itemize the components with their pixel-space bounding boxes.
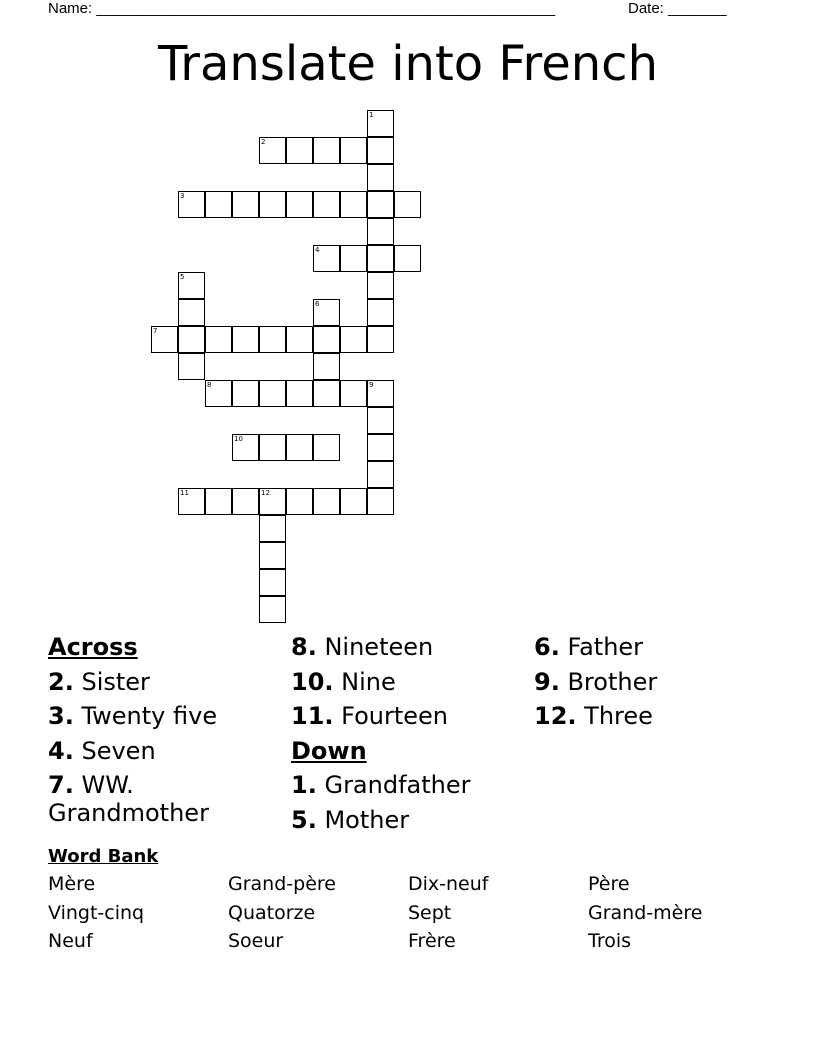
word-bank-item: Grand-père: [228, 873, 336, 895]
word-bank-item: Quatorze: [228, 902, 316, 924]
crossword-cell[interactable]: [178, 488, 205, 515]
clue-number: 3.: [48, 702, 74, 730]
clue-text: Father: [567, 633, 644, 661]
cell-number: 1: [369, 111, 374, 119]
crossword-cell[interactable]: [340, 488, 367, 515]
word-bank-item: Sept: [408, 902, 452, 924]
clue-number: 11.: [291, 702, 334, 730]
crossword-cell[interactable]: [232, 488, 259, 515]
date-field-label[interactable]: Date: _______: [628, 0, 727, 17]
word-bank-item: Neuf: [48, 930, 93, 952]
clues-column-3: [534, 630, 774, 734]
cell-number: 12: [261, 489, 270, 497]
word-bank-item: Mère: [48, 873, 96, 895]
clue-number: 8.: [291, 633, 317, 661]
word-bank-item: Frère: [408, 930, 456, 952]
clues-column-1: [48, 630, 288, 831]
crossword-cell[interactable]: [259, 515, 286, 542]
crossword-cell[interactable]: [367, 488, 394, 515]
word-bank-item: Trois: [588, 930, 632, 952]
down-heading: Down: [291, 736, 367, 765]
cell-number: 6: [315, 300, 320, 308]
cell-number: 8: [207, 381, 212, 389]
crossword-cell[interactable]: [178, 191, 205, 218]
clue-down-5: [291, 803, 531, 838]
crossword-cell[interactable]: [232, 191, 259, 218]
cell-number: 5: [180, 273, 185, 281]
crossword-cell[interactable]: [286, 380, 313, 407]
cell-number: 9: [369, 381, 374, 389]
clue-text: Seven: [81, 736, 156, 765]
crossword-cell[interactable]: [313, 299, 340, 326]
crossword-cell[interactable]: [259, 596, 286, 623]
crossword-cell[interactable]: [367, 299, 394, 326]
word-bank-item: Grand-mère: [588, 902, 703, 924]
clue-text: Brother: [567, 667, 658, 696]
crossword-cell[interactable]: [394, 245, 421, 272]
page-title: Translate into French: [158, 36, 658, 92]
cell-number: 7: [153, 327, 158, 335]
crossword-cell[interactable]: [259, 434, 286, 461]
crossword-cell[interactable]: [286, 434, 313, 461]
clue-number: 6.: [534, 633, 560, 661]
crossword-cell[interactable]: [394, 191, 421, 218]
clue-text: Twenty five: [81, 702, 218, 730]
clue-number: 12.: [534, 702, 577, 730]
crossword-cell[interactable]: [313, 434, 340, 461]
word-bank-title: Word Bank: [48, 846, 159, 867]
crossword-cell[interactable]: [340, 326, 367, 353]
crossword-cell[interactable]: [367, 326, 394, 353]
crossword-cell[interactable]: [286, 326, 313, 353]
crossword-cell[interactable]: [313, 353, 340, 380]
crossword-cell[interactable]: [259, 380, 286, 407]
crossword-cell[interactable]: [313, 380, 340, 407]
crossword-cell[interactable]: [367, 272, 394, 299]
crossword-cell[interactable]: [367, 110, 394, 137]
crossword-cell[interactable]: [340, 137, 367, 164]
cell-number: 4: [315, 246, 320, 254]
crossword-cell[interactable]: [313, 245, 340, 272]
clue-down-6: [534, 630, 774, 665]
crossword-cell[interactable]: [259, 326, 286, 353]
crossword-cell[interactable]: [205, 326, 232, 353]
crossword-cell[interactable]: [313, 191, 340, 218]
word-bank-item: Vingt-cinq: [48, 902, 145, 924]
crossword-cell[interactable]: [178, 326, 205, 353]
clue-across-2: [48, 665, 288, 700]
clue-number: 9.: [534, 667, 560, 696]
crossword-cell[interactable]: [259, 569, 286, 596]
crossword-cell[interactable]: [286, 137, 313, 164]
crossword-cell[interactable]: [205, 380, 232, 407]
crossword-cell[interactable]: [367, 218, 394, 245]
clue-text: WW.: [81, 771, 134, 799]
cell-number: 2: [261, 138, 266, 146]
clues-column-2: [291, 630, 531, 837]
crossword-cell[interactable]: [205, 488, 232, 515]
cell-number: 10: [234, 435, 243, 443]
crossword-cell[interactable]: [232, 434, 259, 461]
crossword-cell[interactable]: [367, 434, 394, 461]
crossword-cell[interactable]: [367, 164, 394, 191]
crossword-cell[interactable]: [313, 137, 340, 164]
crossword-cell[interactable]: [367, 191, 394, 218]
crossword-cell[interactable]: [367, 245, 394, 272]
clue-down-12: [534, 699, 774, 734]
word-bank-item: Père: [588, 873, 630, 895]
clue-across-8: [291, 630, 531, 665]
crossword-cell[interactable]: [151, 326, 178, 353]
crossword-cell[interactable]: [259, 191, 286, 218]
clue-across-7: [48, 768, 288, 831]
clue-text: Nine: [341, 667, 396, 696]
crossword-cell[interactable]: [367, 461, 394, 488]
clue-down-9: [534, 665, 774, 700]
cell-number: 3: [180, 192, 185, 200]
word-bank-item: Dix-neuf: [408, 873, 489, 895]
crossword-cell[interactable]: [367, 137, 394, 164]
clues-section: [48, 630, 778, 840]
crossword-cell[interactable]: [340, 380, 367, 407]
name-field-label[interactable]: Name: _______________________________________________________: [48, 0, 556, 17]
clue-text: Grandfather: [324, 771, 471, 799]
clue-text-continued: Grandmother: [48, 799, 209, 827]
word-bank-item: Soeur: [228, 930, 284, 952]
clue-across-11: [291, 699, 531, 734]
cell-number: 11: [180, 489, 189, 497]
crossword-cell[interactable]: [178, 272, 205, 299]
crossword-cell[interactable]: [178, 299, 205, 326]
crossword-cell[interactable]: [259, 137, 286, 164]
clue-number: 7.: [48, 771, 74, 799]
crossword-cell[interactable]: [340, 191, 367, 218]
crossword-cell[interactable]: [286, 191, 313, 218]
clue-across-3: [48, 699, 288, 734]
clue-text: Nineteen: [324, 633, 434, 661]
crossword-cell[interactable]: [205, 191, 232, 218]
crossword-cell[interactable]: [178, 353, 205, 380]
crossword-cell[interactable]: [232, 326, 259, 353]
clue-across-10: [291, 665, 531, 700]
crossword-cell[interactable]: [259, 542, 286, 569]
clue-number: 2.: [48, 667, 74, 696]
crossword-cell[interactable]: [313, 326, 340, 353]
crossword-cell[interactable]: [286, 488, 313, 515]
crossword-cell[interactable]: [259, 488, 286, 515]
clue-text: Three: [584, 702, 653, 730]
crossword-cell[interactable]: [232, 380, 259, 407]
crossword-cell[interactable]: [367, 407, 394, 434]
crossword-cell[interactable]: [313, 488, 340, 515]
clue-number: 10.: [291, 667, 334, 696]
crossword-cell[interactable]: [340, 245, 367, 272]
clue-number: 5.: [291, 805, 317, 834]
clue-across-4: [48, 734, 288, 769]
clue-number: 1.: [291, 771, 317, 799]
clue-text: Fourteen: [341, 702, 449, 730]
clue-number: 4.: [48, 736, 74, 765]
crossword-cell[interactable]: [367, 380, 394, 407]
clue-text: Mother: [324, 805, 410, 834]
clue-text: Sister: [81, 667, 150, 696]
across-heading: Across: [48, 633, 138, 661]
clue-down-1: [291, 768, 531, 803]
